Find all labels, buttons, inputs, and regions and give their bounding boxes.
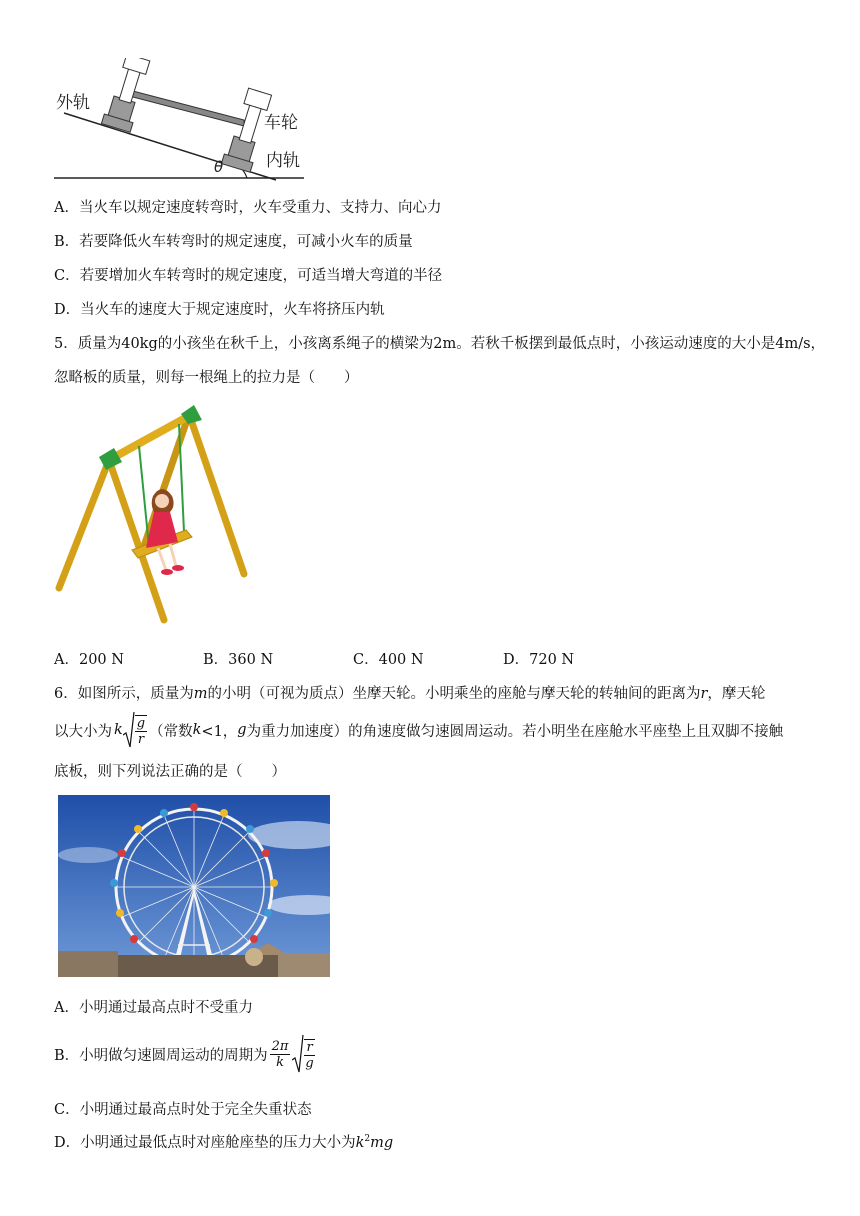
rail-figure — [54, 58, 314, 184]
q4-option-a: A．当火车以规定速度转弯时，火车受重力、支持力、向心力 — [54, 200, 442, 216]
frac-num-r: r — [306, 1039, 313, 1055]
q6-option-d-text: D．小明通过最低点时对座舱座垫的压力大小为 — [54, 1135, 356, 1151]
q5-stem-line2: 忽略板的质量，则每一根绳上的拉力是（ ） — [54, 370, 359, 386]
q5-option-d: D．720 N — [503, 652, 575, 668]
q4-option-d: D．当火车的速度大于规定速度时，火车将挤压内轨 — [54, 302, 385, 318]
var-r: r — [700, 686, 708, 702]
ferris-wheel-image — [58, 795, 330, 977]
label-wheel: 车轮 — [264, 113, 298, 133]
q6-option-b-text: B．小明做匀速圆周运动的周期为 — [54, 1047, 268, 1064]
exponent: 2 — [364, 1134, 371, 1145]
frac-den-k: k — [276, 1054, 285, 1070]
q6-text: 以大小为 — [54, 723, 112, 740]
q5-option-b: B．360 N — [203, 652, 274, 668]
frac-r-g — [304, 1039, 314, 1070]
var-mg: mg — [370, 1135, 394, 1151]
var-m: m — [193, 686, 208, 702]
frac-den-g: g — [305, 1055, 314, 1071]
frac-num-2pi: 2π — [271, 1038, 289, 1054]
sqrt-r-over-g — [292, 1034, 314, 1074]
label-outer-rail: 外轨 — [56, 93, 90, 113]
q6-option-c: C．小明通过最高点时处于完全失重状态 — [54, 1102, 312, 1118]
swing-figure — [54, 402, 254, 624]
q6-text: 的小明（可视为质点）坐摩天轮。小明乘坐的座舱与摩天轮的转轴间的距离为 — [207, 686, 701, 702]
q6-stem-line3: 底板，则下列说法正确的是（ ） — [54, 764, 286, 780]
q6-text: 6．如图所示，质量为 — [54, 686, 194, 702]
q4-option-c: C．若要增加火车转弯时的规定速度，可适当增大弯道的半径 — [54, 268, 443, 284]
var-g: g — [237, 722, 247, 738]
var-k: k — [192, 722, 202, 738]
q6-stem-line2 — [54, 710, 783, 750]
q5-stem-line1: 5．质量为40kg的小孩坐在秋千上，小孩离系绳子的横梁为2m。若秋千板摆到最低点时，小孩运动速度的大小是4m/s， — [54, 336, 826, 352]
q5-option-c: C．400 N — [353, 652, 424, 668]
sqrt-sign — [123, 711, 135, 749]
sqrt-g-over-r — [123, 711, 147, 749]
q6-text: ，摩天轮 — [707, 686, 766, 702]
frac-den-r: r — [137, 731, 145, 747]
frac-2pi-k — [270, 1040, 291, 1069]
label-inner-rail: 内轨 — [266, 151, 300, 171]
q4-option-b: B．若要降低火车转弯时的规定速度，可减小火车的质量 — [54, 234, 413, 250]
ferris-wheel-photo — [58, 795, 330, 977]
q6-option-a: A．小明通过最高点时不受重力 — [54, 1000, 253, 1016]
label-theta: θ — [214, 158, 224, 176]
frac-g-r — [135, 715, 147, 746]
q6-option-d — [54, 1131, 393, 1152]
frac-num-g: g — [136, 715, 146, 731]
q6-text: （常数 — [149, 723, 193, 740]
q6-stem-line1 — [54, 682, 765, 703]
sqrt-sign — [292, 1034, 304, 1074]
q6-option-b — [54, 1030, 315, 1078]
q6-text: <1， — [201, 723, 238, 740]
q6-text: 为重力加速度）的角速度做匀速圆周运动。若小明坐在座舱水平座垫上且双脚不接触 — [246, 723, 784, 740]
q5-option-a: A．200 N — [54, 652, 124, 668]
swing-illustration — [54, 402, 254, 624]
var-k: k — [355, 1135, 365, 1151]
var-k: k — [114, 722, 123, 738]
